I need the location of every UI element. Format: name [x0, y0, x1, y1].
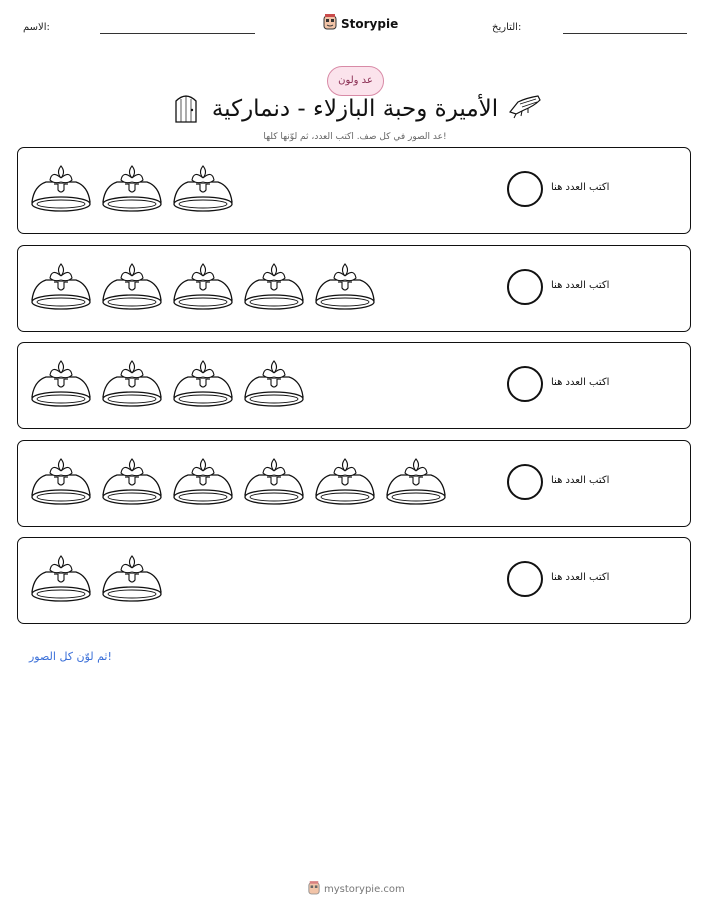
name-label: الاسم:	[23, 22, 50, 33]
crown-icon	[101, 359, 163, 409]
crown-icon	[314, 457, 376, 507]
answer-label: اكتب العدد هنا	[551, 377, 610, 388]
date-line[interactable]	[563, 33, 687, 34]
answer-circle[interactable]	[507, 366, 543, 402]
crown-icon	[30, 164, 92, 214]
footer-brand	[308, 881, 405, 898]
answer-circle[interactable]	[507, 561, 543, 597]
crown-icon	[385, 457, 447, 507]
answer-label: اكتب العدد هنا	[551, 572, 610, 583]
coloring-instruction: ثم لوّن كل الصور!	[29, 650, 112, 663]
crown-icon	[172, 359, 234, 409]
footer-site[interactable]: mystorypie.com	[324, 884, 405, 895]
count-row	[17, 440, 691, 527]
crown-icon	[172, 262, 234, 312]
page-title: الأميرة وحبة البازلاء - دنماركية	[211, 96, 499, 122]
answer-circle[interactable]	[507, 464, 543, 500]
instructions: عد الصور في كل صف. اكتب العدد، ثم لوّنها كلها!	[263, 132, 447, 142]
glass-slipper-icon	[508, 92, 542, 124]
crown-icon	[172, 457, 234, 507]
crown-icon	[101, 457, 163, 507]
crown-icon	[101, 262, 163, 312]
name-line[interactable]	[100, 33, 255, 34]
count-row	[17, 537, 691, 624]
crown-icon	[243, 457, 305, 507]
crown-icon	[101, 164, 163, 214]
crown-icon	[30, 554, 92, 604]
brand	[323, 14, 398, 33]
answer-circle[interactable]	[507, 171, 543, 207]
count-row	[17, 245, 691, 332]
storypie-logo-icon	[308, 881, 320, 898]
date-label: التاريخ:	[492, 22, 522, 33]
storypie-logo-icon	[323, 14, 337, 33]
door-icon	[173, 91, 199, 127]
crown-icon	[314, 262, 376, 312]
crown-icon	[172, 164, 234, 214]
crown-icon	[30, 262, 92, 312]
count-row	[17, 147, 691, 234]
answer-label: اكتب العدد هنا	[551, 475, 610, 486]
answer-circle[interactable]	[507, 269, 543, 305]
crown-icon	[243, 359, 305, 409]
activity-badge: عد ولون	[327, 66, 384, 96]
crown-icon	[30, 457, 92, 507]
answer-label: اكتب العدد هنا	[551, 182, 610, 193]
crown-icon	[101, 554, 163, 604]
brand-name: Storypie	[341, 16, 399, 31]
crown-icon	[243, 262, 305, 312]
count-row	[17, 342, 691, 429]
answer-label: اكتب العدد هنا	[551, 280, 610, 291]
crown-icon	[30, 359, 92, 409]
